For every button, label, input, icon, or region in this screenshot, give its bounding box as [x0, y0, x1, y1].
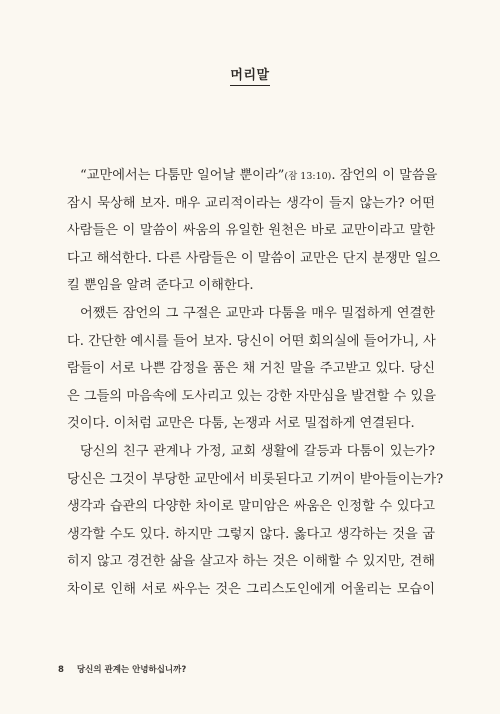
page-number: 8 [58, 665, 64, 675]
text-line-4: 다고 해석한다. 다른 사람들은 이 말씀이 교만은 단지 분쟁만 일으 [67, 250, 441, 266]
line-1-text: “교만에서는 다툼만 일어날 뿐이라” [80, 168, 285, 183]
text-line-13: 생각과 습관의 다양한 차이로 말미암은 싸움은 인정할 수 있다고 [67, 499, 435, 515]
text-line-16: 차이로 인해 서로 싸우는 것은 그리스도인에게 어울리는 모습이 [67, 581, 435, 597]
text-line-3: 사람들은 이 말씀이 싸움의 유일한 원천은 바로 교만이라고 말한 [67, 223, 435, 239]
text-line-14: 생각할 수도 있다. 하지만 그렇지 않다. 옳다고 생각하는 것을 굽 [67, 526, 435, 542]
text-line-1 [67, 162, 438, 190]
page-footer [58, 663, 186, 675]
text-line-15: 히지 않고 경건한 삶을 살고자 하는 것은 이해할 수 있지만, 견해 [67, 554, 435, 570]
text-line-7: 다. 간단한 예시를 들어 보자. 당신이 어떤 회의실에 들어가니, 사 [67, 333, 436, 349]
scripture-reference: (잠 13:10) [284, 171, 332, 182]
page-title [0, 64, 500, 83]
text-line-6: 어쨌든 잠언의 그 구절은 교만과 다툼을 매우 밀접하게 연결한 [80, 305, 435, 321]
text-line-11: 당신의 친구 관계나 가정, 교회 생활에 갈등과 다툼이 있는가? [80, 443, 435, 459]
text-line-9: 은 그들의 마음속에 도사리고 있는 강한 자만심을 발견할 수 있을 [67, 388, 436, 404]
text-line-8: 람들이 서로 나쁜 감정을 품은 채 거친 말을 주고받고 있다. 당신 [67, 361, 435, 377]
page-title-text: 머리말 [230, 68, 269, 86]
body-text [67, 162, 444, 604]
running-book-title: 당신의 관계는 안녕하십니까? [76, 665, 187, 675]
text-line-10: 것이다. 이처럼 교만은 다툼, 논쟁과 서로 밀접하게 연결된다. [67, 416, 415, 432]
text-line-5: 킬 뿐임을 알려 준다고 이해한다. [67, 278, 254, 294]
text-line-12: 당신은 그것이 부당한 교만에서 비롯된다고 기꺼이 받아들이는가? [67, 471, 444, 487]
line-1-rest: . 잠언의 이 말씀을 [331, 168, 438, 183]
text-line-2: 잠시 묵상해 보자. 매우 교리적이라는 생각이 들지 않는가? 어떤 [67, 195, 435, 211]
